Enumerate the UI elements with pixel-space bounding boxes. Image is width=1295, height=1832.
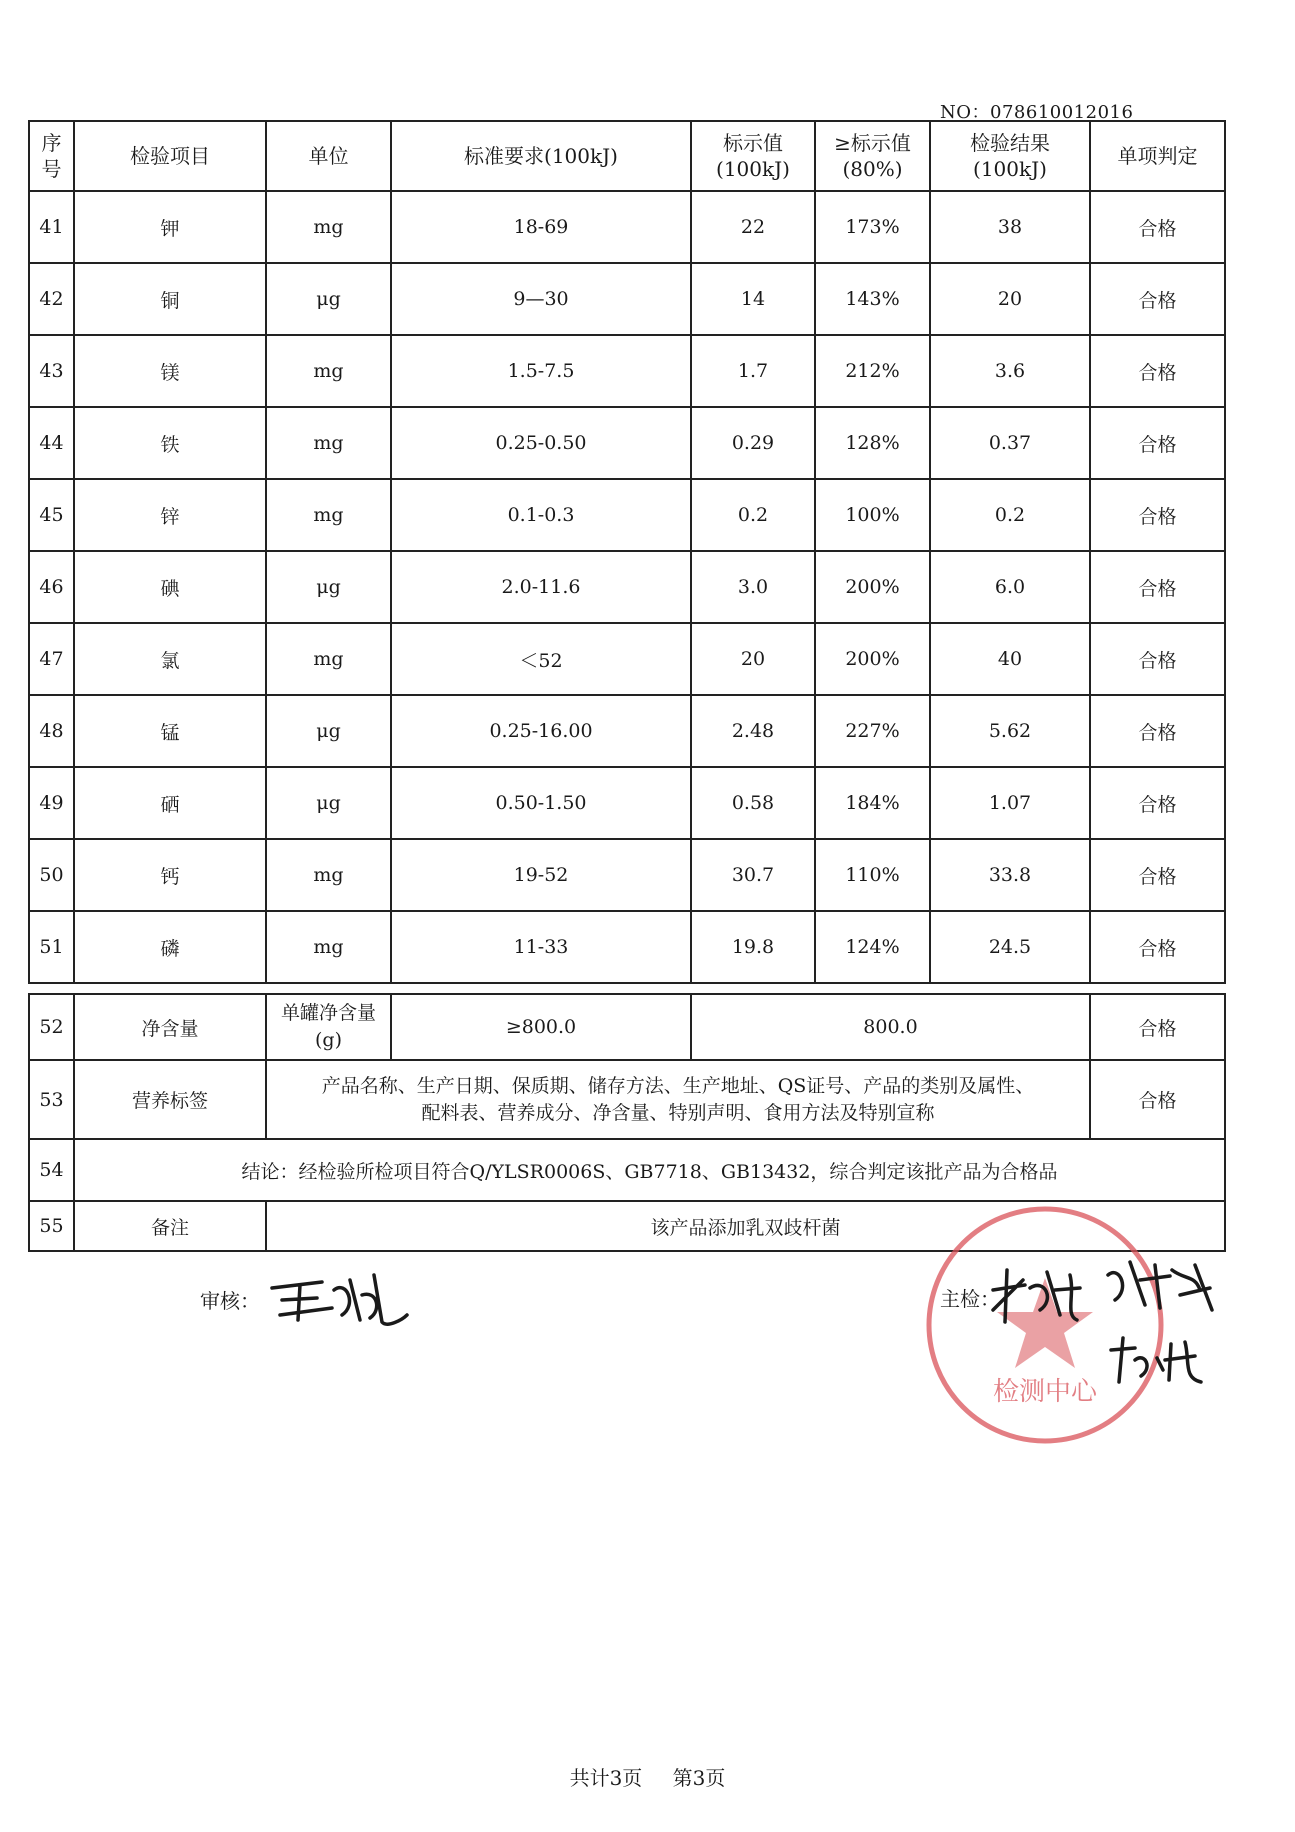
cell-item: 铁 xyxy=(74,407,266,479)
cell-pct: 143% xyxy=(815,263,930,335)
cell-label-val: 20 xyxy=(691,623,815,695)
cell-verdict: 合格 xyxy=(1090,911,1225,983)
cell-label-val: 0.58 xyxy=(691,767,815,839)
cell-remarks: 该产品添加乳双歧杆菌 xyxy=(266,1201,1225,1251)
cell-unit: mg xyxy=(266,623,391,695)
cell-result: 20 xyxy=(930,263,1090,335)
cell-item: 锌 xyxy=(74,479,266,551)
cell-label-val: 30.7 xyxy=(691,839,815,911)
cell-item: 硒 xyxy=(74,767,266,839)
inspector-signature-1 xyxy=(985,1260,1085,1330)
cell-verdict: 合格 xyxy=(1090,551,1225,623)
table-row xyxy=(29,695,1225,767)
cell-seq: 48 xyxy=(29,695,74,767)
cell-label-val: 2.48 xyxy=(691,695,815,767)
cell-standard: ≥800.0 xyxy=(391,994,691,1060)
table-row-net-content xyxy=(29,994,1225,1060)
table-row xyxy=(29,839,1225,911)
cell-seq: 49 xyxy=(29,767,74,839)
table-row xyxy=(29,623,1225,695)
header-verdict: 单项判定 xyxy=(1090,121,1225,191)
cell-seq: 45 xyxy=(29,479,74,551)
cell-pct: 200% xyxy=(815,623,930,695)
cell-seq: 41 xyxy=(29,191,74,263)
table-row xyxy=(29,911,1225,983)
cell-verdict: 合格 xyxy=(1090,623,1225,695)
table-body xyxy=(29,191,1225,983)
cell-item: 钙 xyxy=(74,839,266,911)
cell-label-val: 3.0 xyxy=(691,551,815,623)
page-footer xyxy=(0,1762,1295,1791)
cell-item: 备注 xyxy=(74,1201,266,1251)
cell-seq: 55 xyxy=(29,1201,74,1251)
cell-unit: μg xyxy=(266,263,391,335)
cell-seq: 44 xyxy=(29,407,74,479)
cell-pct: 110% xyxy=(815,839,930,911)
cell-seq: 47 xyxy=(29,623,74,695)
cell-seq: 54 xyxy=(29,1139,74,1201)
cell-unit: mg xyxy=(266,407,391,479)
cell-unit: mg xyxy=(266,191,391,263)
cell-verdict: 合格 xyxy=(1090,767,1225,839)
cell-standard: ＜52 xyxy=(391,623,691,695)
table-row xyxy=(29,335,1225,407)
cell-label-val: 14 xyxy=(691,263,815,335)
cell-seq: 52 xyxy=(29,994,74,1060)
cell-unit: mg xyxy=(266,911,391,983)
cell-item: 碘 xyxy=(74,551,266,623)
header-unit: 单位 xyxy=(266,121,391,191)
header-seq: 序号 xyxy=(29,121,74,191)
cell-label-val: 22 xyxy=(691,191,815,263)
cell-unit: μg xyxy=(266,695,391,767)
total-pages: 共计3页 xyxy=(569,1766,643,1790)
cell-pct: 212% xyxy=(815,335,930,407)
cell-verdict: 合格 xyxy=(1090,407,1225,479)
cell-verdict: 合格 xyxy=(1090,695,1225,767)
cell-result: 40 xyxy=(930,623,1090,695)
header-percent: ≥标示值 (80%) xyxy=(815,121,930,191)
cell-verdict: 合格 xyxy=(1090,994,1225,1060)
cell-pct: 124% xyxy=(815,911,930,983)
cell-seq: 53 xyxy=(29,1060,74,1139)
cell-unit: μg xyxy=(266,551,391,623)
table-row-nutrition-label xyxy=(29,1060,1225,1139)
cell-result: 33.8 xyxy=(930,839,1090,911)
cell-label-val: 1.7 xyxy=(691,335,815,407)
inspector-signature-3 xyxy=(1105,1330,1215,1390)
cell-unit: 单罐净含量 (g) xyxy=(266,994,391,1060)
cell-seq: 43 xyxy=(29,335,74,407)
audit-label: 审核： xyxy=(200,1289,260,1313)
cell-item: 锰 xyxy=(74,695,266,767)
cell-unit: μg xyxy=(266,767,391,839)
cell-standard: 0.25-0.50 xyxy=(391,407,691,479)
cell-item: 铜 xyxy=(74,263,266,335)
cell-label-content: 产品名称、生产日期、保质期、储存方法、生产地址、QS证号、产品的类别及属性、 配料表、营养成分、净含量、特别声明、食用方法及特别宣称 xyxy=(266,1060,1090,1139)
cell-label-val: 19.8 xyxy=(691,911,815,983)
cell-verdict: 合格 xyxy=(1090,1060,1225,1139)
cell-result: 24.5 xyxy=(930,911,1090,983)
cell-conclusion: 结论：经检验所检项目符合Q/YLSR0006S、GB7718、GB13432，综合判定该批产品为合格品 xyxy=(74,1139,1225,1201)
cell-verdict: 合格 xyxy=(1090,263,1225,335)
cell-verdict: 合格 xyxy=(1090,191,1225,263)
svg-text:检测中心: 检测中心 xyxy=(992,1377,1098,1407)
signature-area xyxy=(0,1260,1295,1480)
table-row xyxy=(29,767,1225,839)
auditor-signature xyxy=(262,1260,412,1335)
cell-seq: 42 xyxy=(29,263,74,335)
cell-pct: 200% xyxy=(815,551,930,623)
cell-result: 800.0 xyxy=(691,994,1090,1060)
table-row xyxy=(29,479,1225,551)
cell-item: 镁 xyxy=(74,335,266,407)
cell-standard: 0.50-1.50 xyxy=(391,767,691,839)
cell-pct: 184% xyxy=(815,767,930,839)
table-row xyxy=(29,191,1225,263)
header-label-value: 标示值 (100kJ) xyxy=(691,121,815,191)
inspector-label: 主检： xyxy=(940,1287,1000,1311)
page-number: 第3页 xyxy=(672,1766,726,1790)
cell-item: 磷 xyxy=(74,911,266,983)
document-number: NO：078610012016 xyxy=(940,102,1134,123)
table-row xyxy=(29,551,1225,623)
cell-standard: 19-52 xyxy=(391,839,691,911)
cell-standard: 0.25-16.00 xyxy=(391,695,691,767)
table-row xyxy=(29,263,1225,335)
cell-standard: 2.0-11.6 xyxy=(391,551,691,623)
cell-unit: mg xyxy=(266,839,391,911)
cell-item: 净含量 xyxy=(74,994,266,1060)
cell-pct: 100% xyxy=(815,479,930,551)
table-header xyxy=(29,121,1225,191)
cell-standard: 0.1-0.3 xyxy=(391,479,691,551)
cell-pct: 128% xyxy=(815,407,930,479)
cell-result: 5.62 xyxy=(930,695,1090,767)
header-item: 检验项目 xyxy=(74,121,266,191)
cell-label-val: 0.2 xyxy=(691,479,815,551)
cell-seq: 51 xyxy=(29,911,74,983)
cell-verdict: 合格 xyxy=(1090,335,1225,407)
cell-standard: 9—30 xyxy=(391,263,691,335)
cell-seq: 50 xyxy=(29,839,74,911)
cell-label-val: 0.29 xyxy=(691,407,815,479)
cell-standard: 1.5-7.5 xyxy=(391,335,691,407)
table-row-conclusion xyxy=(29,1139,1225,1201)
cell-seq: 46 xyxy=(29,551,74,623)
table-row xyxy=(29,407,1225,479)
cell-result: 38 xyxy=(930,191,1090,263)
cell-standard: 18-69 xyxy=(391,191,691,263)
cell-result: 3.6 xyxy=(930,335,1090,407)
cell-standard: 11-33 xyxy=(391,911,691,983)
cell-result: 6.0 xyxy=(930,551,1090,623)
cell-result: 0.37 xyxy=(930,407,1090,479)
cell-item: 营养标签 xyxy=(74,1060,266,1139)
table-spacer xyxy=(29,983,1225,994)
cell-unit: mg xyxy=(266,335,391,407)
cell-verdict: 合格 xyxy=(1090,479,1225,551)
inspection-table xyxy=(28,120,1226,1252)
header-standard: 标准要求(100kJ) xyxy=(391,121,691,191)
inspector-signature-2 xyxy=(1100,1250,1220,1320)
cell-unit: mg xyxy=(266,479,391,551)
cell-verdict: 合格 xyxy=(1090,839,1225,911)
cell-pct: 173% xyxy=(815,191,930,263)
cell-item: 钾 xyxy=(74,191,266,263)
cell-result: 1.07 xyxy=(930,767,1090,839)
cell-pct: 227% xyxy=(815,695,930,767)
header-result: 检验结果 (100kJ) xyxy=(930,121,1090,191)
cell-item: 氯 xyxy=(74,623,266,695)
cell-result: 0.2 xyxy=(930,479,1090,551)
